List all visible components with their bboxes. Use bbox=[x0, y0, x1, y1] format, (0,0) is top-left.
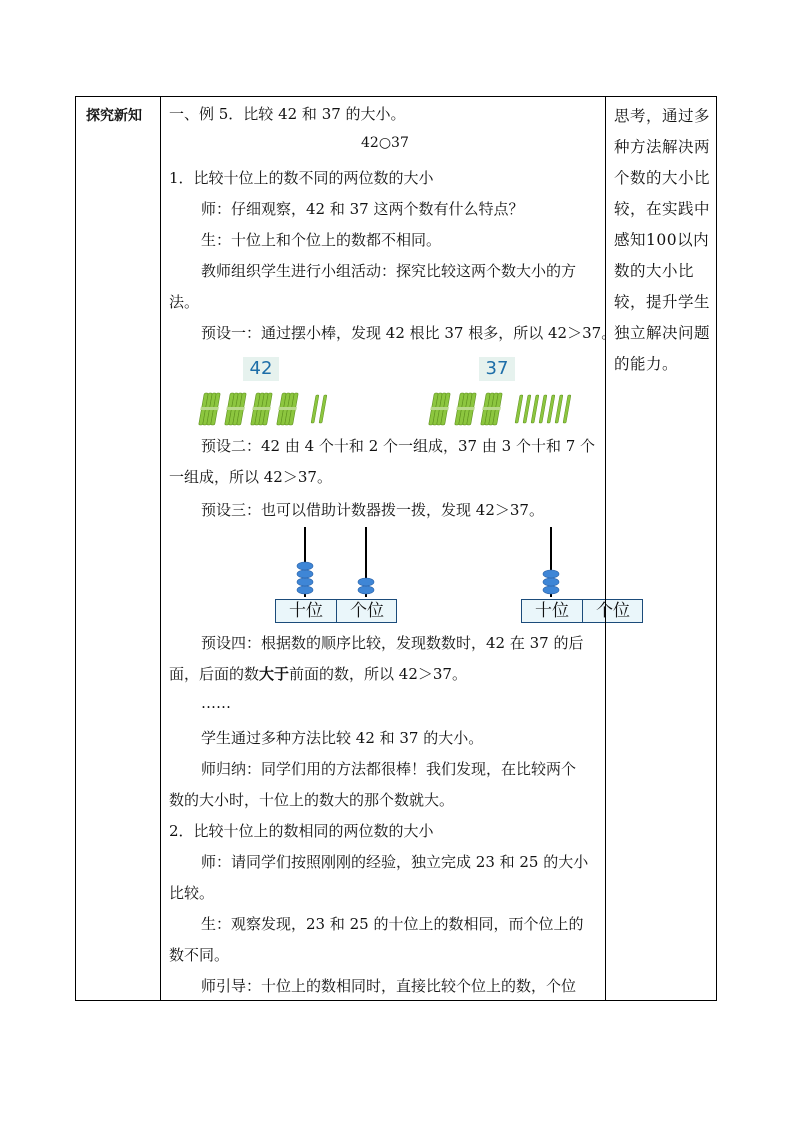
sticks-42 bbox=[199, 393, 327, 425]
bundle-band bbox=[430, 407, 449, 410]
single-stick bbox=[563, 395, 571, 423]
ellipsis: …… bbox=[201, 694, 231, 712]
tens-place-label: 十位 bbox=[535, 601, 569, 621]
sticks-illustration bbox=[191, 389, 591, 429]
section-title: 探究新知 bbox=[86, 108, 142, 124]
single-stick bbox=[547, 395, 555, 423]
bundle-band bbox=[200, 407, 219, 410]
sticks-37 bbox=[429, 393, 571, 425]
abacus-bead bbox=[543, 570, 559, 578]
single-stick bbox=[555, 395, 563, 423]
student-observe-line-2: 数不同。 bbox=[169, 946, 230, 964]
teacher-task-line-1: 师：请同学们按照刚刚的经验，独立完成 23 和 25 的大小 bbox=[201, 853, 589, 871]
stick-bundle bbox=[225, 393, 247, 425]
abacus-bead bbox=[543, 578, 559, 586]
student-observe-line-1: 生：观察发现，23 和 25 的十位上的数相同，而个位上的 bbox=[201, 915, 584, 933]
preset-2-line-2: 一组成，所以 42＞37。 bbox=[169, 468, 332, 486]
single-stick bbox=[523, 395, 531, 423]
abacus-bead bbox=[358, 578, 374, 586]
preset-4-line-1: 预设四：根据数的顺序比较，发现数数时，42 在 37 的后 bbox=[201, 634, 584, 652]
stick-bundle bbox=[481, 393, 503, 425]
single-stick bbox=[539, 395, 547, 423]
bundle-band bbox=[252, 407, 271, 410]
stick-bundle bbox=[199, 393, 221, 425]
abacus-42 bbox=[297, 527, 374, 597]
teacher-task-line-2: 比较。 bbox=[169, 884, 215, 902]
activity-line-1: 教师组织学生进行小组活动：探究比较这两个数大小的方 bbox=[201, 262, 577, 280]
abacus-bead bbox=[543, 586, 559, 594]
bundle-band bbox=[456, 407, 475, 410]
abacus-illustration bbox=[191, 527, 571, 597]
ones-place-label: 个位 bbox=[336, 600, 397, 622]
abacus-bead bbox=[358, 586, 374, 594]
single-stick bbox=[531, 395, 539, 423]
single-stick bbox=[311, 395, 319, 423]
stick-bundle bbox=[455, 393, 477, 425]
teacher-question: 师：仔细观察，42 和 37 这两个数有什么特点？ bbox=[201, 200, 524, 218]
preset-4-line-2 bbox=[169, 663, 467, 684]
abacus-bead bbox=[297, 570, 313, 578]
summary-line-2: 数的大小时，十位上的数大的那个数就大。 bbox=[169, 791, 455, 809]
abacus-bead bbox=[297, 586, 313, 594]
stick-bundle bbox=[429, 393, 451, 425]
tens-place-label: 十位 bbox=[289, 601, 323, 621]
lesson-table bbox=[75, 96, 717, 1001]
abacus-bead bbox=[297, 562, 313, 570]
content-column bbox=[161, 97, 630, 1000]
section-column bbox=[76, 97, 161, 1000]
abacus-bead bbox=[297, 578, 313, 586]
summary-line-1: 师归纳：同学们用的方法都很棒！我们发现，在比较两个 bbox=[201, 760, 577, 778]
compare-expression: 42○37 bbox=[361, 135, 409, 151]
single-stick bbox=[319, 395, 327, 423]
notes-column bbox=[605, 97, 717, 1000]
design-intent-note: 思考，通过多种方法解决两个数的大小比较，在实践中感知100以内数的大小比较，提升学生独立解决问题的能力。 bbox=[614, 107, 711, 373]
preset-2-line-1: 预设二：42 由 4 个十和 2 个一组成，37 由 3 个十和 7 个 bbox=[201, 437, 596, 455]
activity-line-2: 法。 bbox=[169, 293, 200, 311]
number-label-42: 42 bbox=[243, 357, 279, 381]
bundle-band bbox=[226, 407, 245, 410]
bundle-band bbox=[278, 407, 297, 410]
students-line: 学生通过多种方法比较 42 和 37 的大小。 bbox=[201, 729, 484, 747]
preset-3: 预设三：也可以借助计数器拨一拨，发现 42＞37。 bbox=[201, 501, 544, 519]
stick-bundle bbox=[277, 393, 299, 425]
preset-1: 预设一：通过摆小棒，发现 42 根比 37 根多，所以 42＞37。 bbox=[201, 324, 617, 342]
subsection-2-title: 2．比较十位上的数相同的两位数的大小 bbox=[169, 822, 434, 840]
subsection-1-title: 1．比较十位上的数不同的两位数的大小 bbox=[169, 169, 434, 187]
example-title: 一、例 5．比较 42 和 37 的大小。 bbox=[169, 105, 406, 123]
preset-4-bold: 大于 bbox=[259, 665, 290, 683]
abacus-37 bbox=[543, 527, 571, 597]
stick-bundle bbox=[251, 393, 273, 425]
number-label-37: 37 bbox=[479, 357, 515, 381]
student-answer: 生：十位上和个位上的数都不相同。 bbox=[201, 231, 442, 249]
preset-4-text: 面，后面的数 bbox=[169, 665, 260, 683]
place-value-box-42 bbox=[275, 599, 397, 623]
teacher-guide: 师引导：十位上的数相同时，直接比较个位上的数，个位 bbox=[201, 977, 577, 995]
ones-place-label: 个位 bbox=[582, 600, 643, 622]
preset-4-text-end: 前面的数，所以 42＞37。 bbox=[289, 665, 467, 683]
bundle-band bbox=[482, 407, 501, 410]
single-stick bbox=[515, 395, 523, 423]
